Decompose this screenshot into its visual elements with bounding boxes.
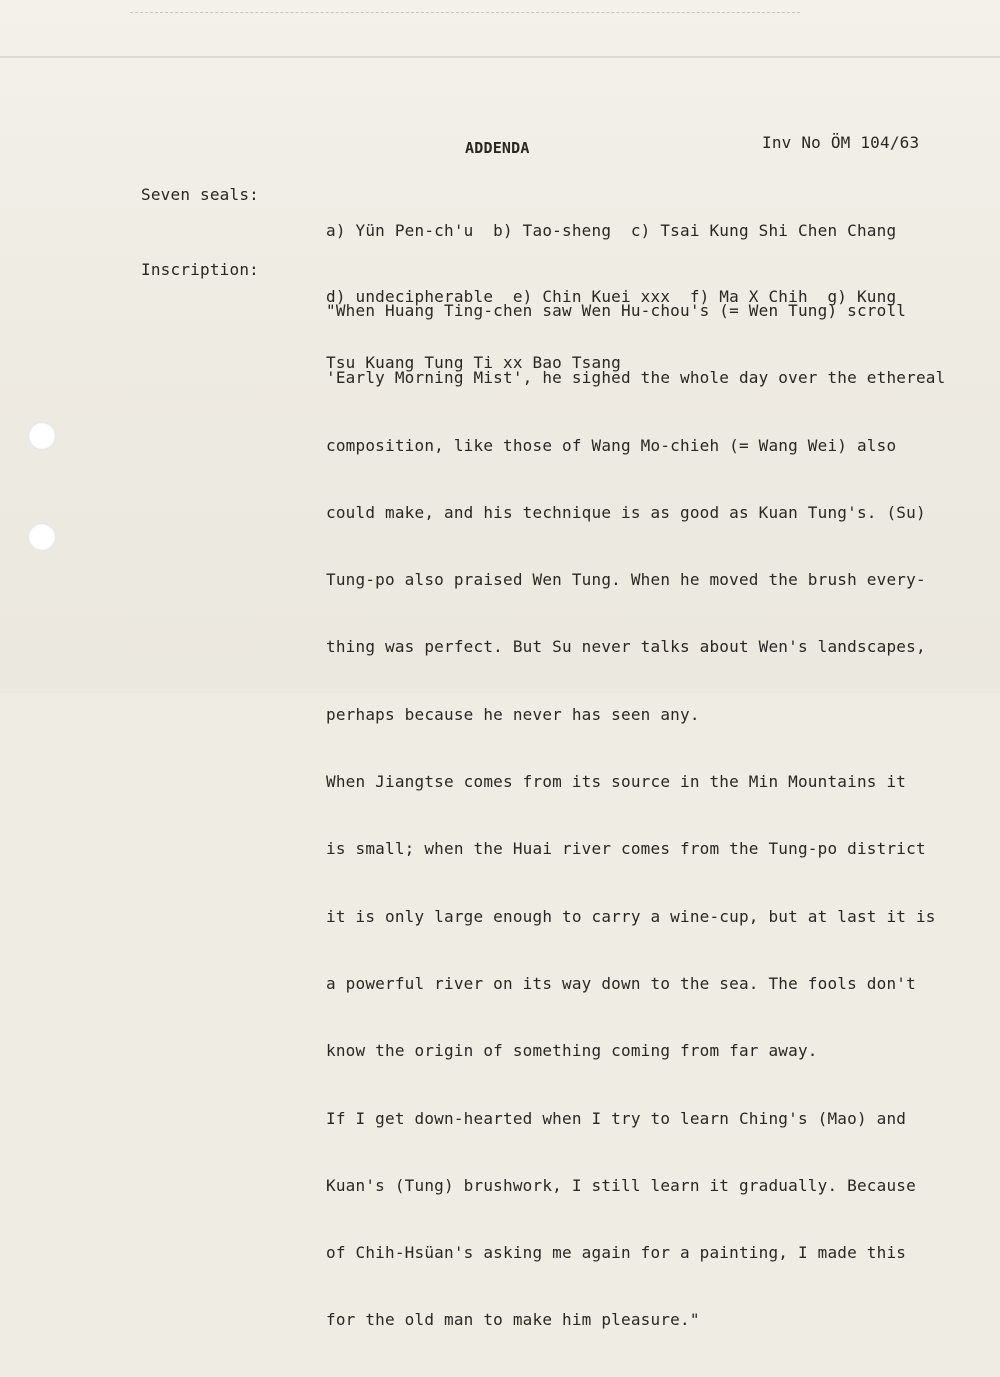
inscription-text xyxy=(326,256,945,1377)
seals-label: Seven seals: xyxy=(141,185,259,204)
inscription-line: Kuan's (Tung) brushwork, I still learn it gradually. Because xyxy=(326,1175,916,1195)
inscription-line: thing was perfect. But Su never talks about Wen's landscapes, xyxy=(326,637,926,657)
inscription-line: 'Early Morning Mist', he sighed the whole day over the ethereal xyxy=(326,368,946,388)
inscription-line: for the old man to make him pleasure." xyxy=(326,1310,700,1330)
top-edge-marks xyxy=(130,12,800,25)
inscription-line: it is only large enough to carry a wine-cup, but at last it is xyxy=(326,906,936,926)
inscription-line: Tung-po also praised Wen Tung. When he moved the brush every- xyxy=(326,570,926,590)
seals-line: d) undecipherable e) Chin Kuei xxx f) Ma X Chih g) Kung xyxy=(326,287,897,306)
seals-line: Tsu Kuang Tung Ti xx Bao Tsang xyxy=(326,353,621,372)
inscription-line: know the origin of something coming from far away. xyxy=(326,1041,818,1061)
seals-line: a) Yün Pen-ch'u b) Tao-sheng c) Tsai Kung Shi Chen Chang xyxy=(326,221,897,240)
paper-fold-line xyxy=(0,56,1000,58)
inscription-line: "When Huang Ting-chen saw Wen Hu-chou's (= Wen Tung) scroll xyxy=(326,301,907,320)
punch-hole-icon xyxy=(28,422,56,450)
inscription-line: When Jiangtse comes from its source in the Min Mountains it xyxy=(326,772,907,792)
inscription-line: a powerful river on its way down to the sea. The fools don't xyxy=(326,973,916,993)
inscription-line: of Chih-Hsüan's asking me again for a painting, I made this xyxy=(326,1243,907,1263)
inscription-line: could make, and his technique is as good as Kuan Tung's. (Su) xyxy=(326,502,926,522)
inscription-line: If I get down-hearted when I try to learn Ching's (Mao) and xyxy=(326,1108,907,1128)
inscription-line: is small; when the Huai river comes from the Tung-po district xyxy=(326,839,926,859)
document-title: ADDENDA xyxy=(465,139,530,157)
inscription-line: composition, like those of Wang Mo-chieh (= Wang Wei) also xyxy=(326,435,897,455)
inscription-label: Inscription: xyxy=(141,260,259,279)
inventory-number: Inv No ÖM 104/63 xyxy=(762,133,920,152)
inscription-line: perhaps because he never has seen any. xyxy=(326,704,700,724)
punch-hole-icon xyxy=(28,523,56,551)
